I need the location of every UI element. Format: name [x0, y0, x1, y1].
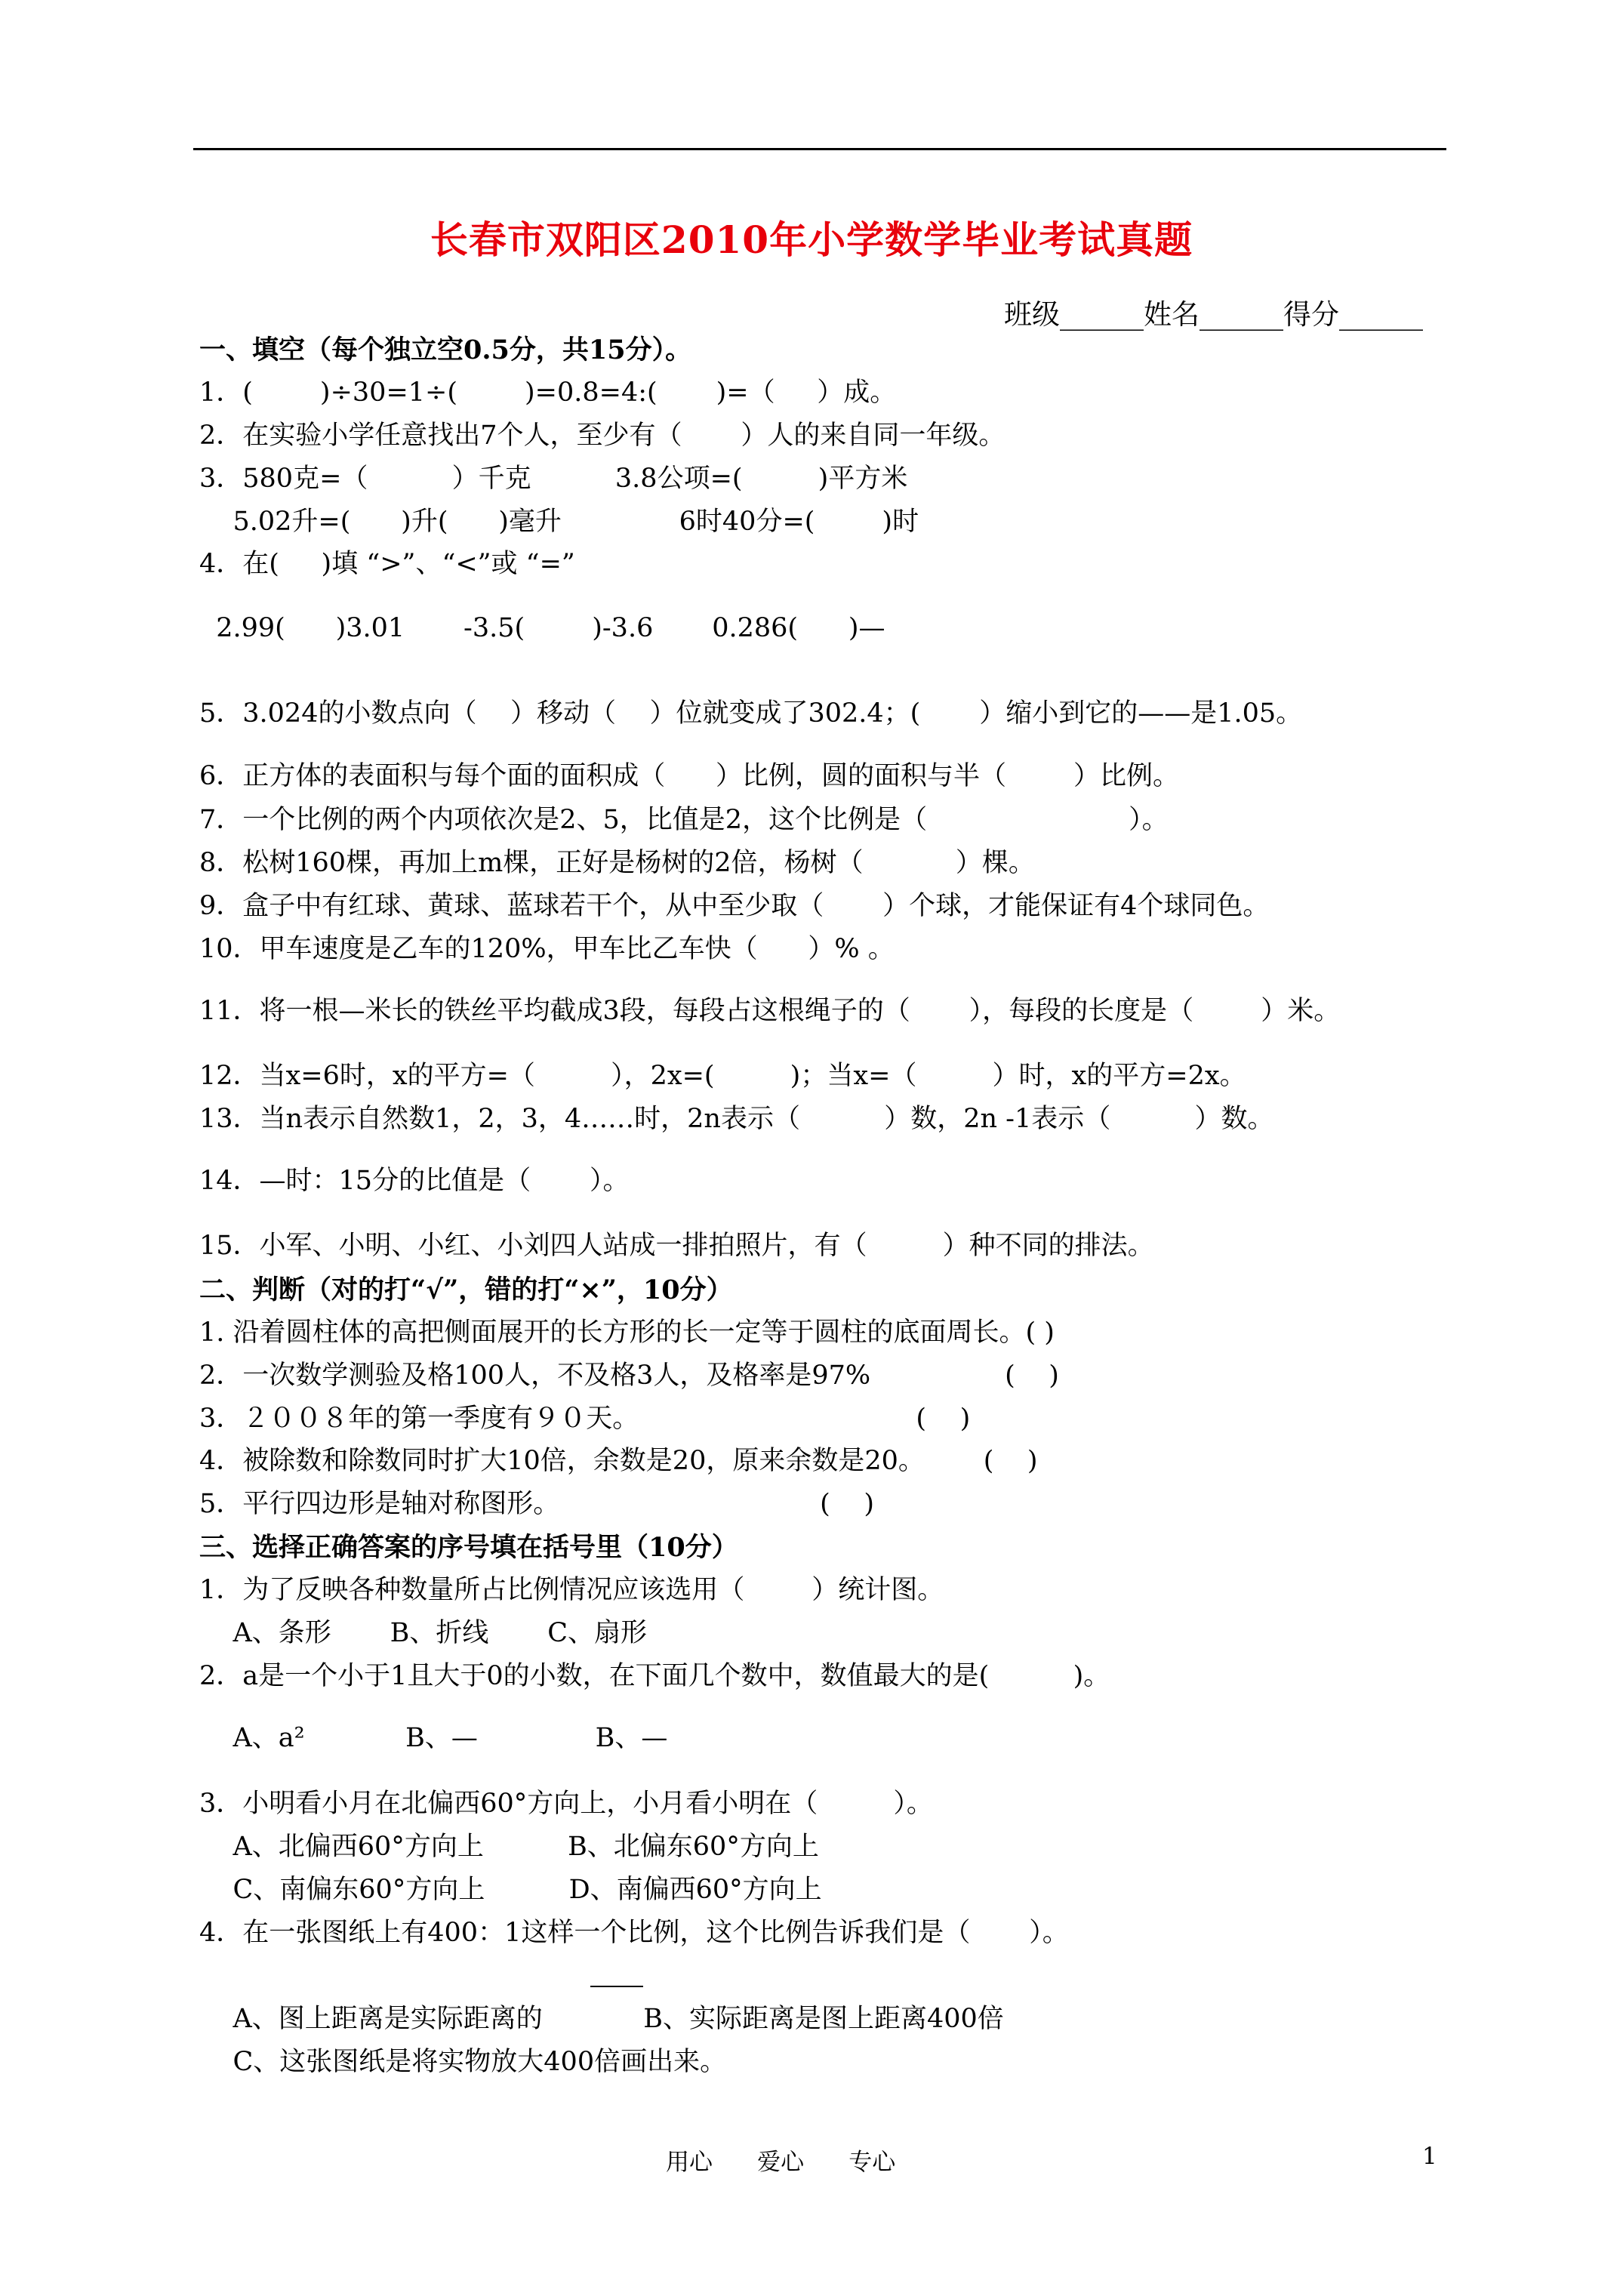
- question-line: 5．平行四边形是轴对称图形。 ( ): [199, 1489, 874, 1519]
- question-line: 14．—时：15分的比值是（ ）。: [199, 1166, 630, 1196]
- question-line: 4．在( )填 “>”、“<”或 “=”: [199, 549, 575, 579]
- student-info-line: 班级______姓名______得分______: [1004, 298, 1423, 331]
- question-line: 11．将一根—米长的铁丝平均截成3段，每段占这根绳子的（ ），每段的长度是（ ）米。: [199, 996, 1341, 1026]
- header-rule: [193, 148, 1446, 150]
- question-line: 2.99( )3.01 -3.5( )-3.6 0.286( )—: [199, 613, 885, 643]
- question-line: 10．甲车速度是乙车的120%，甲车比乙车快（ ）% 。: [199, 934, 895, 964]
- question-line: 13．当n表示自然数1，2，3，4……时，2n表示（ ）数，2n -1表示（ ）数。: [199, 1104, 1274, 1134]
- question-line: 8．松树160棵，再加上m棵，正好是杨树的2倍，杨树（ ）棵。: [199, 848, 1035, 878]
- question-line: 1．为了反映各种数量所占比例情况应该选用（ ）统计图。: [199, 1575, 944, 1605]
- question-line: 3．小明看小月在北偏西60°方向上，小月看小明在（ ）。: [199, 1789, 933, 1819]
- question-line: 3．580克=（ ）千克 3.8公项=( )平方米: [199, 464, 908, 494]
- question-line: 2．a是一个小于1且大于0的小数，在下面几个数中，数值最大的是( )。: [199, 1661, 1110, 1691]
- question-line: 2．在实验小学任意找出7个人，至少有（ ）人的来自同一年级。: [199, 421, 1006, 451]
- fraction-bar: [590, 1986, 643, 1987]
- choice-options: A、北偏西60°方向上 B、北偏东60°方向上: [199, 1832, 819, 1862]
- section-heading-true-false: 二、判断（对的打“√”，错的打“×”，10分）: [199, 1274, 733, 1305]
- question-line: 3．２００８年的第一季度有９０天。 ( ): [199, 1404, 971, 1434]
- question-line: 2．一次数学测验及格100人，不及格3人，及格率是97% ( ): [199, 1361, 1059, 1391]
- choice-options: A、图上距离是实际距离的 B、实际距离是图上距离400倍: [199, 2004, 1004, 2034]
- question-line: 1. 沿着圆柱体的高把侧面展开的长方形的长一定等于圆柱的底面周长。( ): [199, 1318, 1055, 1348]
- choice-options: C、南偏东60°方向上 D、南偏西60°方向上: [199, 1875, 822, 1905]
- footer-motto: 用心 爱心 专心: [666, 2149, 896, 2176]
- question-line: 15．小军、小明、小红、小刘四人站成一排拍照片，有（ ）种不同的排法。: [199, 1231, 1154, 1261]
- section-heading-multiple-choice: 三、选择正确答案的序号填在括号里（10分）: [199, 1532, 738, 1563]
- exam-title: 长春市双阳区2010年小学数学毕业考试真题: [430, 217, 1193, 262]
- section-heading-fill-blank: 一、填空（每个独立空0.5分，共15分）。: [199, 334, 692, 365]
- question-line: 6．正方体的表面积与每个面的面积成（ ）比例，圆的面积与半（ ）比例。: [199, 761, 1180, 791]
- page-number: 1: [1422, 2143, 1437, 2170]
- question-line: 9．盒子中有红球、黄球、蓝球若干个，从中至少取（ ）个球，才能保证有4个球同色。: [199, 891, 1270, 921]
- question-line: 4．被除数和除数同时扩大10倍，余数是20，原来余数是20。 ( ): [199, 1446, 1038, 1476]
- question-line: 7．一个比例的两个内项依次是2、5，比值是2，这个比例是（ ）。: [199, 805, 1169, 835]
- question-line: 1．( )÷30=1÷( )=0.8=4:( )=（ ）成。: [199, 378, 897, 408]
- question-line: 5.02升=( )升( )毫升 6时40分=( )时: [199, 507, 919, 537]
- choice-options: C、这张图纸是将实物放大400倍画出来。: [199, 2047, 727, 2077]
- choice-options: A、a² B、— B、—: [199, 1723, 668, 1753]
- question-line: 5．3.024的小数点向（ ）移动（ ）位就变成了302.4；( ）缩小到它的——是1.05。: [199, 698, 1303, 729]
- question-line: 12．当x=6时，x的平方=（ ），2x=( )；当x=（ ）时，x的平方=2x。: [199, 1061, 1246, 1091]
- question-line: 4．在一张图纸上有400：1这样一个比例，这个比例告诉我们是（ ）。: [199, 1918, 1069, 1948]
- choice-options: A、条形 B、折线 C、扇形: [199, 1618, 648, 1648]
